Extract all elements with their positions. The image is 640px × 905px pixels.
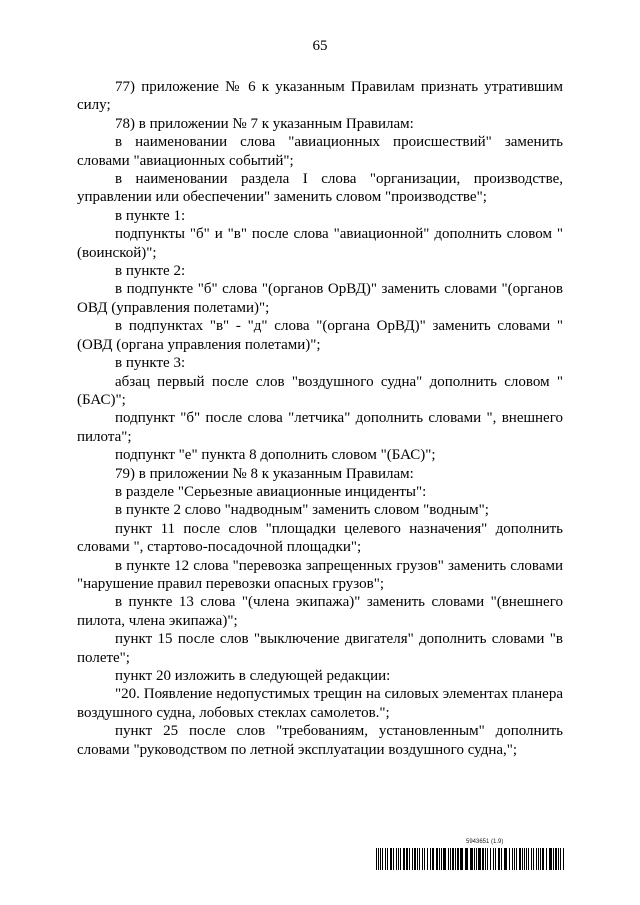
paragraph: в наименовании раздела I слова "организации, производстве, управлении или обеспечении" заменить словом "производстве"; bbox=[77, 171, 563, 206]
paragraph: подпункт "е" пункта 8 дополнить словом "(БАС)"; bbox=[115, 447, 436, 464]
barcode-block bbox=[376, 838, 564, 870]
paragraph: в пункте 1: bbox=[115, 207, 186, 224]
document-code: 5943651 (1.9) bbox=[466, 839, 504, 845]
paragraph: "20. Появление недопустимых трещин на силовых элементах планера воздушного судна, лобовых стеклах самолетов."; bbox=[77, 686, 563, 721]
paragraph: абзац первый после слов "воздушного судна" дополнить словом "(БАС)"; bbox=[77, 373, 563, 408]
paragraph: подпункты "б" и "в" после слова "авиационной" дополнить словом "(воинской)"; bbox=[77, 226, 563, 261]
paragraph: в пункте 2 слово "надводным" заменить словом "водным"; bbox=[115, 502, 489, 519]
paragraph: в пункте 3: bbox=[115, 355, 186, 372]
paragraph-77: 77) приложение № 6 к указанным Правилам признать утратившим силу; bbox=[77, 79, 563, 114]
paragraph: пункт 11 после слов "площадки целевого назначения" дополнить словами ", стартово-посадочной площадки"; bbox=[77, 520, 563, 556]
paragraph: в пункте 13 слова "(члена экипажа)" заменить словами "(внешнего пилота, члена экипажа)"; bbox=[77, 594, 563, 629]
barcode-icon bbox=[376, 848, 564, 870]
document-body bbox=[77, 78, 563, 759]
paragraph: пункт 20 изложить в следующей редакции: bbox=[115, 668, 391, 684]
paragraph: в пункте 12 слова "перевозка запрещенных грузов" заменить словами "нарушение правил перевозки опасных грузов"; bbox=[77, 557, 563, 592]
page-number: 65 bbox=[312, 38, 328, 54]
paragraph: в подпункте "б" слова "(органов ОрВД)" заменить словами "(органов ОВД (управления полетами)"; bbox=[77, 281, 563, 316]
paragraph: в подпунктах "в" - "д" слова "(органа ОрВД)" заменить словами "(ОВД (органа управления полетами)"; bbox=[77, 318, 563, 353]
paragraph: в разделе "Серьезные авиационные инциденты": bbox=[115, 483, 427, 500]
paragraph: пункт 15 после слов "выключение двигателя" дополнить словами "в полете"; bbox=[77, 631, 563, 666]
paragraph-79: 79) в приложении № 8 к указанным Правилам: bbox=[115, 465, 414, 482]
paragraph: пункт 25 после слов "требованиям, установленным" дополнить словами "руководством по летной эксплуатации воздушного судна,"; bbox=[77, 723, 563, 758]
paragraph: в наименовании слова "авиационных происшествий" заменить словами "авиационных событий"; bbox=[77, 134, 563, 169]
paragraph: подпункт "б" после слова "летчика" дополнить словами ", внешнего пилота"; bbox=[77, 410, 563, 445]
paragraph: в пункте 2: bbox=[115, 263, 186, 280]
paragraph-78: 78) в приложении № 7 к указанным Правилам: bbox=[115, 115, 414, 132]
